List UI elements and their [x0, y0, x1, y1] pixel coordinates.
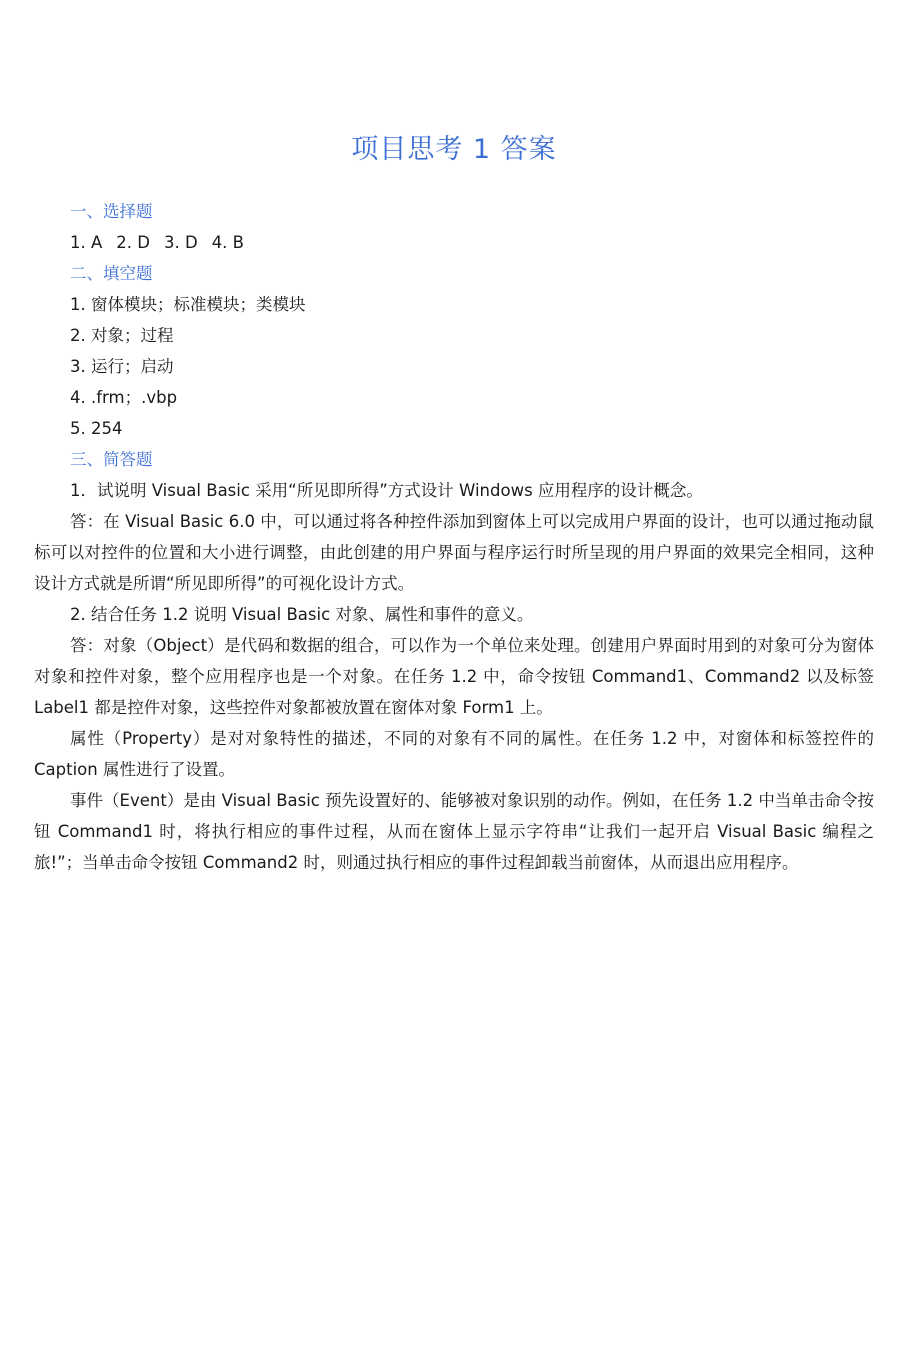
choice-answer: 4. B — [211, 233, 244, 252]
section-heading-short: 三、简答题 — [70, 450, 153, 469]
document-body — [34, 196, 874, 878]
fill-answer: 2. 对象；过程 — [70, 326, 174, 345]
fill-answer: 5. 254 — [70, 419, 123, 438]
choice-answers — [34, 227, 874, 258]
question-1: 1．试说明 Visual Basic 采用“所见即所得”方式设计 Windows 应用程序的设计概念。 — [70, 481, 703, 500]
page-title: 项目思考 1 答案 — [351, 134, 557, 165]
fill-answer: 3. 运行；启动 — [70, 357, 174, 376]
choice-answer: 2. D — [116, 233, 150, 252]
choice-answer: 3. D — [163, 233, 198, 252]
answer-2-property: 属性（Property）是对对象特性的描述，不同的对象有不同的属性。在任务 1.2 中，对窗体和标签控件的 Caption 属性进行了设置。 — [34, 729, 874, 779]
section-heading-choice: 一、选择题 — [70, 202, 153, 221]
fill-answer: 1. 窗体模块；标准模块；类模块 — [70, 295, 306, 314]
section-heading-fill: 二、填空题 — [70, 264, 153, 283]
fill-answer: 4. .frm；.vbp — [70, 388, 178, 407]
answer-1: 答：在 Visual Basic 6.0 中，可以通过将各种控件添加到窗体上可以完成用户界面的设计，也可以通过拖动鼠标可以对控件的位置和大小进行调整，由此创建的用户界面与程序运行时所呈现的用户界面的效果完全相同，这种设计方式就是所谓“所见即所得”的可视化设计方式。 — [34, 512, 874, 593]
answer-2-event: 事件（Event）是由 Visual Basic 预先设置好的、能够被对象识别的动作。例如，在任务 1.2 中当单击命令按钮 Command1 时，将执行相应的事件过程，从而在窗体上显示字符串“让我们一起开启 Visual Basic 编程之旅!”；当单击命令按钮 Command2 时，则通过执行相应的事件过程卸载当前窗体，从而退出应用程序。 — [34, 791, 874, 872]
question-2: 2. 结合任务 1.2 说明 Visual Basic 对象、属性和事件的意义。 — [70, 605, 534, 624]
answer-2-object: 答：对象（Object）是代码和数据的组合，可以作为一个单位来处理。创建用户界面时用到的对象可分为窗体对象和控件对象，整个应用程序也是一个对象。在任务 1.2 中，命令按钮 Command1、Command2 以及标签 Label1 都是控件对象，这些控件对象都被放置在窗体对象 Form1 上。 — [34, 636, 874, 717]
choice-answer: 1. A — [70, 233, 103, 252]
